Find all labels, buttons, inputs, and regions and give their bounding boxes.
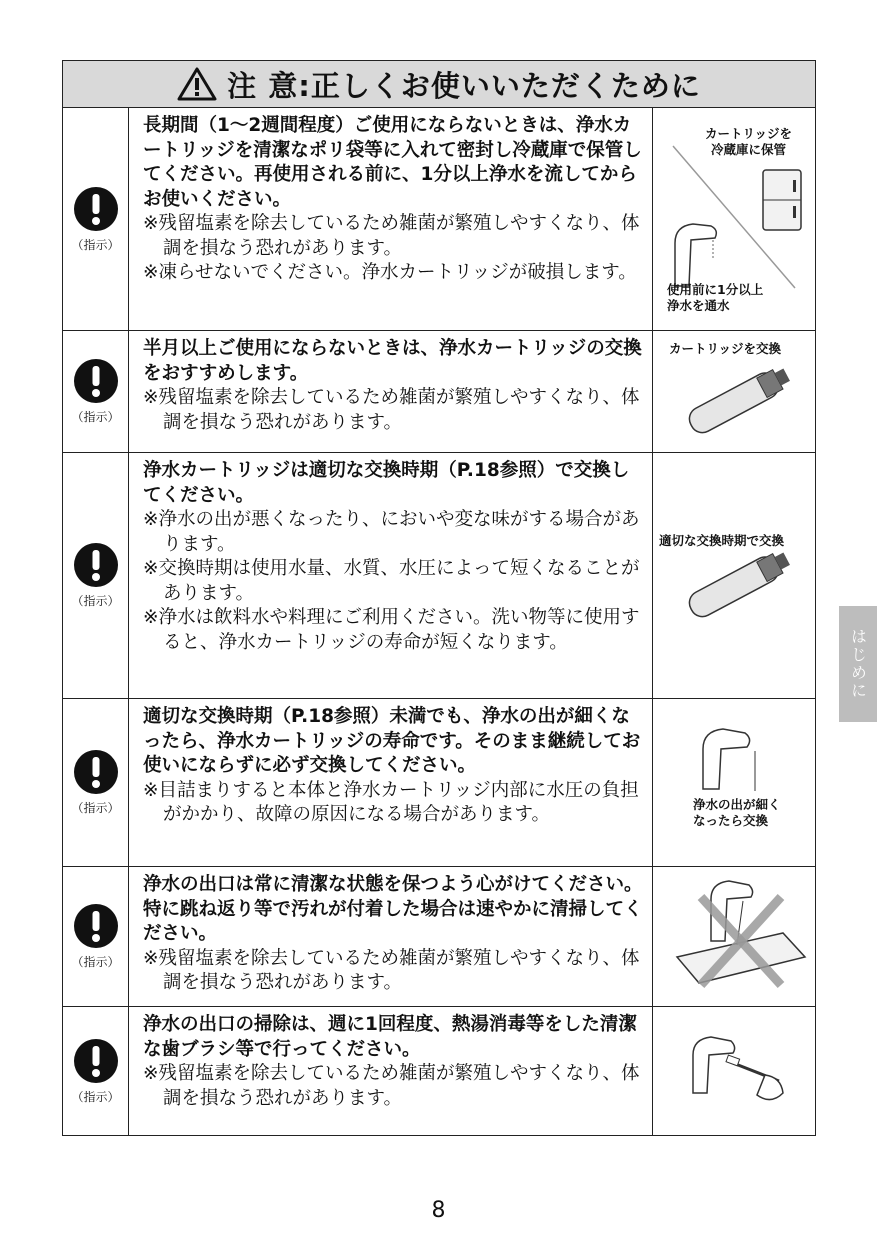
instruction-label: （指示） — [71, 594, 120, 608]
instruction-mark — [63, 867, 129, 1006]
row-text — [129, 1007, 653, 1135]
exclamation-circle-icon — [73, 903, 119, 949]
warning-triangle-icon — [177, 67, 217, 101]
illustration-label: 適切な交換時期で交換 — [659, 533, 785, 548]
row-main-text: 適切な交換時期（P.18参照）未満でも、浄水の出が細くなったら、浄水カートリッジの寿命です。そのまま継続してお使いにならずに必ず交換してください。 — [143, 706, 641, 776]
illustration-label: カートリッジを 冷蔵庫に保管 — [705, 126, 793, 157]
instruction-mark — [63, 331, 129, 452]
instruction-label: （指示） — [71, 801, 120, 815]
instruction-mark — [63, 453, 129, 698]
row-text — [129, 699, 653, 866]
row-note: ※残留塩素を除去しているため雑菌が繁殖しやすくなり、体調を損なう恐れがあります。 — [143, 1063, 640, 1109]
row-note: ※浄水の出が悪くなったり、においや変な味がする場合があります。 — [143, 509, 640, 555]
caution-row — [63, 453, 815, 699]
instruction-label: （指示） — [71, 955, 120, 969]
row-note: ※残留塩素を除去しているため雑菌が繁殖しやすくなり、体調を損なう恐れがあります。 — [143, 947, 640, 993]
instruction-label: （指示） — [71, 1089, 120, 1104]
row-note: ※浄水は飲料水や料理にご利用ください。洗い物等に使用すると、浄水カートリッジの寿命が短くなります。 — [143, 607, 640, 653]
row-main-text: 浄水カートリッジは適切な交換時期（P.18参照）で交換してください。 — [143, 460, 630, 506]
illustration-splash-prohibited — [653, 867, 815, 1006]
page-number: 8 — [431, 1198, 446, 1223]
row-text — [129, 108, 653, 330]
exclamation-circle-icon — [73, 186, 119, 232]
caution-title: 注 意:正しくお使いいただくために — [227, 68, 701, 103]
row-note: ※凍らせないでください。浄水カートリッジが破損します。 — [143, 262, 637, 283]
caution-row — [63, 331, 815, 453]
exclamation-circle-icon — [73, 542, 119, 588]
row-note: ※目詰まりすると本体と浄水カートリッジ内部に水圧の負担がかかり、故障の原因になる場合があります。 — [143, 779, 639, 825]
instruction-mark — [63, 699, 129, 866]
faucet-icon — [653, 699, 816, 867]
caution-row — [63, 867, 815, 1007]
row-main-text: 浄水の出口の掃除は、週に1回程度、熱湯消毒等をした清潔な歯ブラシ等で行ってください。 — [143, 1014, 637, 1060]
row-text — [129, 331, 653, 452]
row-main-text: 半月以上ご使用にならないときは、浄水カートリッジの交換をおすすめします。 — [143, 338, 642, 384]
illustration-label: 浄水の出が細く なったら交換 — [693, 797, 781, 828]
row-note: ※交換時期は使用水量、水質、水圧によって短くなることがあります。 — [143, 558, 640, 604]
row-main-text: 浄水の出口は常に清潔な状態を保つよう心がけてください。特に跳ね返り等で汚れが付着した場合は速やかに清掃してください。 — [143, 874, 643, 944]
section-tab: はじめに — [839, 606, 877, 722]
toothbrush-cleaning-icon — [653, 1007, 816, 1135]
illustration-label: 使用前に1分以上 浄水を通水 — [667, 282, 764, 313]
caution-header — [63, 61, 815, 108]
cartridge-icon — [653, 331, 816, 453]
row-note: ※残留塩素を除去しているため雑菌が繁殖しやすくなり、体調を損なう恐れがあります。 — [143, 213, 640, 259]
instruction-label: （指示） — [71, 237, 120, 252]
row-note: ※残留塩素を除去しているため雑菌が繁殖しやすくなり、体調を損なう恐れがあります。 — [143, 387, 640, 433]
caution-row — [63, 108, 815, 331]
illustration-cartridge — [653, 331, 815, 452]
splash-cross-icon — [653, 867, 816, 1007]
instruction-mark — [63, 1007, 129, 1135]
caution-row — [63, 699, 815, 867]
exclamation-circle-icon — [73, 1038, 119, 1084]
caution-table — [62, 60, 816, 1136]
row-main-text: 長期間（1〜2週間程度）ご使用にならないときは、浄水カートリッジを清潔なポリ袋等に入れて密封し冷蔵庫で保管してください。再使用される前に、1分以上浄水を流してからお使いください。 — [143, 115, 642, 210]
illustration-label: カートリッジを交換 — [669, 341, 782, 356]
exclamation-circle-icon — [73, 358, 119, 404]
illustration-cartridge — [653, 453, 815, 698]
instruction-mark — [63, 108, 129, 330]
illustration-refrigerator — [653, 108, 815, 330]
exclamation-circle-icon — [73, 749, 119, 795]
row-text — [129, 867, 653, 1006]
row-text — [129, 453, 653, 698]
cartridge-icon — [653, 453, 816, 699]
instruction-label: （指示） — [71, 410, 120, 424]
illustration-toothbrush — [653, 1007, 815, 1135]
illustration-faucet — [653, 699, 815, 866]
caution-row — [63, 1007, 815, 1135]
